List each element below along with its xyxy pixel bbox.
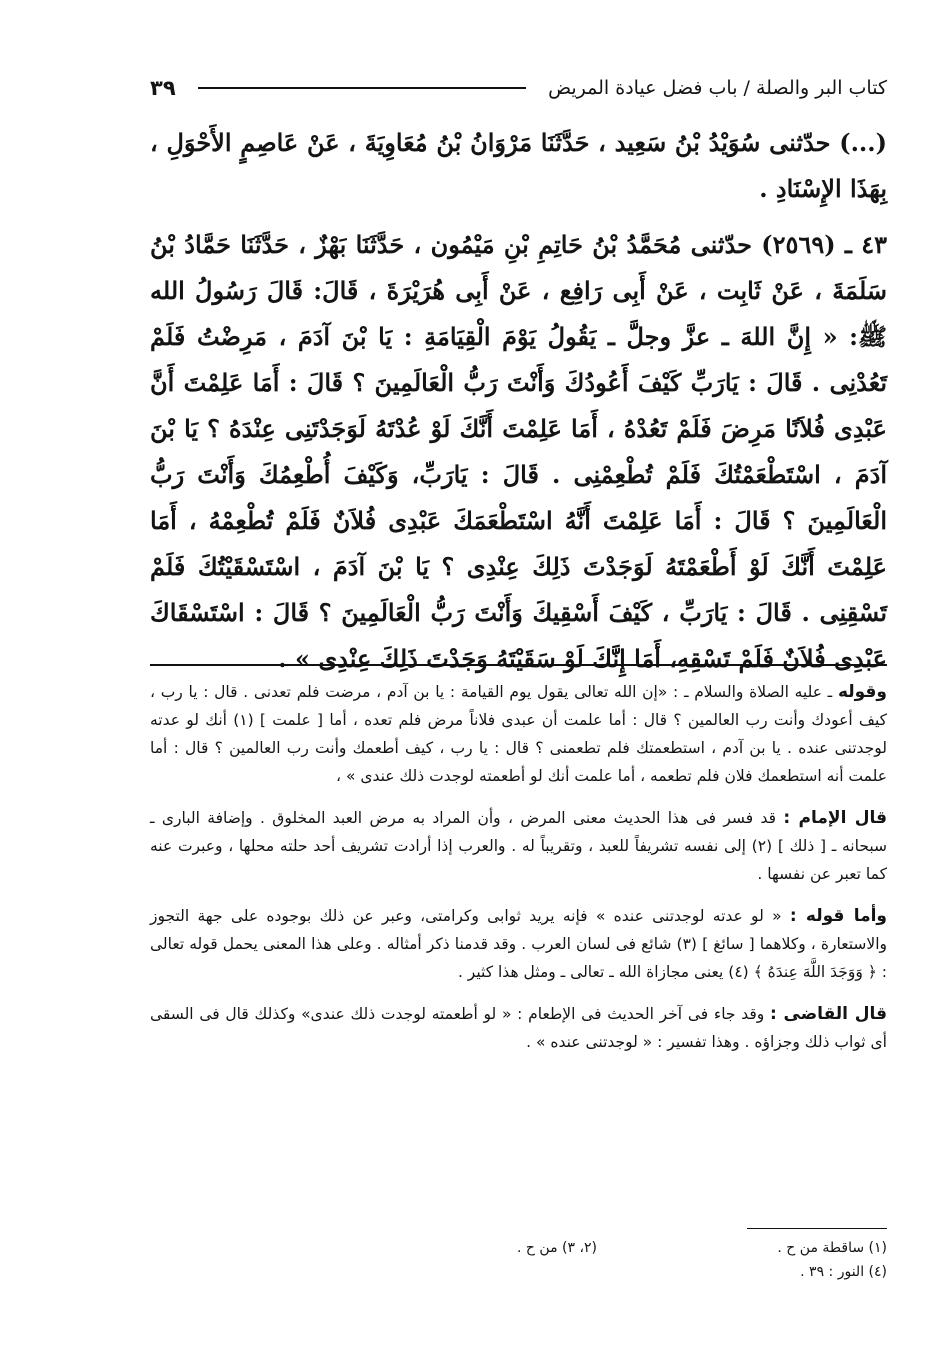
footnote-row [150, 1260, 887, 1284]
commentary-paragraph [150, 1000, 887, 1056]
chapter-title: كتاب البر والصلة / باب فضل عيادة المريض [548, 77, 887, 99]
commentary-paragraph [150, 902, 887, 986]
page-number: ٣٩ [150, 76, 176, 100]
commentary [150, 678, 887, 1070]
commentary-paragraph [150, 804, 887, 888]
hadith-paragraph: ٤٣ ـ (٢٥٦٩) حدّثنى مُحَمَّدُ بْنُ حَاتِمِ بْنِ مَيْمُون ، حَدَّثَنَا بَهْزٌ ، حَدَّثَنَا حَمَّادُ بْنُ سَلَمَةَ ، عَنْ ثَابِت ، عَنْ أَبِى رَافِع ، عَنْ أَبِى هُرَيْرَةَ ، قَالَ: قَالَ رَسُولُ الله ﷺ: « إِنَّ اللهَ ـ عزَّ وجلَّ ـ يَقُولُ يَوْمَ الْقِيَامَةِ : يَا بْنَ آدَمَ ، مَرِضْتُ فَلَمْ تَعُدْنِى . قَالَ : يَارَبِّ كَيْفَ أَعُودُكَ وَأَنْتَ رَبُّ الْعَالَمِينَ ؟ قَالَ : أَمَا عَلِمْتَ أَنَّ عَبْدِى فُلاَنًا مَرِضَ فَلَمْ تَعُدْهُ ، أَمَا عَلِمْتَ أَنَّكَ لَوْ عُدْتَهُ لَوَجَدْتَنِى عِنْدَهُ ؟ يَا بْنَ آدَمَ ، اسْتَطْعَمْتُكَ فَلَمْ تُطْعِمْنِى . قَالَ : يَارَبِّ، وَكَيْفَ أُطْعِمُكَ وَأَنْتَ رَبُّ الْعَالَمِينَ ؟ قَالَ : أَمَا عَلِمْتَ أَنَّهُ اسْتَطْعَمَكَ عَبْدِى فُلاَنٌ فَلَمْ تُطْعِمْهُ ، أَمَا عَلِمْتَ أَنَّكَ لَوْ أَطْعَمْتَهُ لَوَجَدْتَ ذَلِكَ عِنْدِى ؟ يَا بْنَ آدَمَ ، اسْتَسْقَيْتُكَ فَلَمْ تَسْقِنِى . قَالَ : يَارَبِّ ، كَيْفَ أَسْقِيكَ وَأَنْتَ رَبُّ الْعَالَمِينَ ؟ قَالَ : اسْتَسْقَاكَ عَبْدِى فُلاَنٌ فَلَمْ تَسْقِهِ، أَمَا إِنَّكَ لَوْ سَقَيْتَهُ وَجَدْتَ ذَلِكَ عِنْدِى » . [150, 230, 887, 673]
paragraph-lead: قال الإمام : [783, 808, 887, 828]
paragraph-body: وقد جاء فى آخر الحديث فى الإطعام : « لو أطعمته لوجدت ذلك عندى» وكذلك قال فى السقى أى ثواب ذلك وجزاؤه . وهذا تفسير : « لوجدتنى عنده » . [150, 1005, 887, 1051]
paragraph-lead: قال القاضى : [770, 1004, 888, 1024]
paragraph-body: « لو عدته لوجدتنى عنده » فإنه يريد ثوابى وكرامتى، وعبر عن ذلك بوجوده على جهة التجوز والاستعارة ، وكلاهما [ سائغ ] (٣) شائع فى لسان العرب . وقد قدمنا ذكر أمثاله . وعلى هذا المعنى يحمل قوله تعالى : ﴿ وَوَجَدَ اللَّهَ عِندَهُ ﴾ (٤) يعنى مجازاة الله ـ تعالى ـ ومثل هذا كثير . [150, 907, 887, 981]
footnotes [150, 1236, 887, 1284]
paragraph-body: قد فسر فى هذا الحديث معنى المرض ، وأن المراد به مرض العبد المخلوق . وإضافة البارى ـ سبحانه ـ [ ذلك ] (٢) إلى نفسه تشريفاً للعبد ، وتقريباً له . والعرب إذا أرادت تشريف أحد حلته محلها ، وعبرت عنه كما تعبر عن نفسها . [150, 809, 887, 883]
hadith-text [150, 120, 887, 692]
commentary-paragraph [150, 678, 887, 790]
footnote: (١) ساقطة من ح . [777, 1240, 887, 1256]
paragraph-lead: وأما قوله : [789, 906, 887, 926]
paragraph-lead: وقوله [837, 682, 887, 702]
footnote-row [150, 1236, 887, 1260]
section-divider [150, 664, 887, 666]
running-header [150, 68, 887, 108]
footnote: (٢، ٣) من ح . [517, 1240, 597, 1256]
footnote: (٤) النور : ٣٩ . [800, 1264, 887, 1280]
footnote-rule [747, 1228, 887, 1229]
header-rule [198, 87, 526, 89]
hadith-paragraph: (...) حدّثنى سُوَيْدُ بْنُ سَعِيد ، حَدَّثَنَا مَرْوَانُ بْنُ مُعَاوِيَةَ ، عَنْ عَاصِمٍ الأَحْوَلِ ، بِهَذَا الإِسْنَادِ . [150, 128, 887, 203]
paragraph-body: ـ عليه الصلاة والسلام ـ : «إن الله تعالى يقول يوم القيامة : يا بن آدم ، مرضت فلم تعدنى . قال : يا رب ، كيف أعودك وأنت رب العالمين ؟ قال : أما علمت أن عبدى فلاناً مرض فلم تعده ، أما [ علمت ] (١) أنك لو عدته لوجدتنى عنده . يا بن آدم ، استطعمتك فلم تطعمنى ؟ قال : يا رب ، كيف أطعمك وأنت رب العالمين ؟ قال : أما علمت أنه استطعمك فلان فلم تطعمه ، أما علمت أنك لو أطعمته لوجدت ذلك عندى » ، [150, 683, 887, 785]
